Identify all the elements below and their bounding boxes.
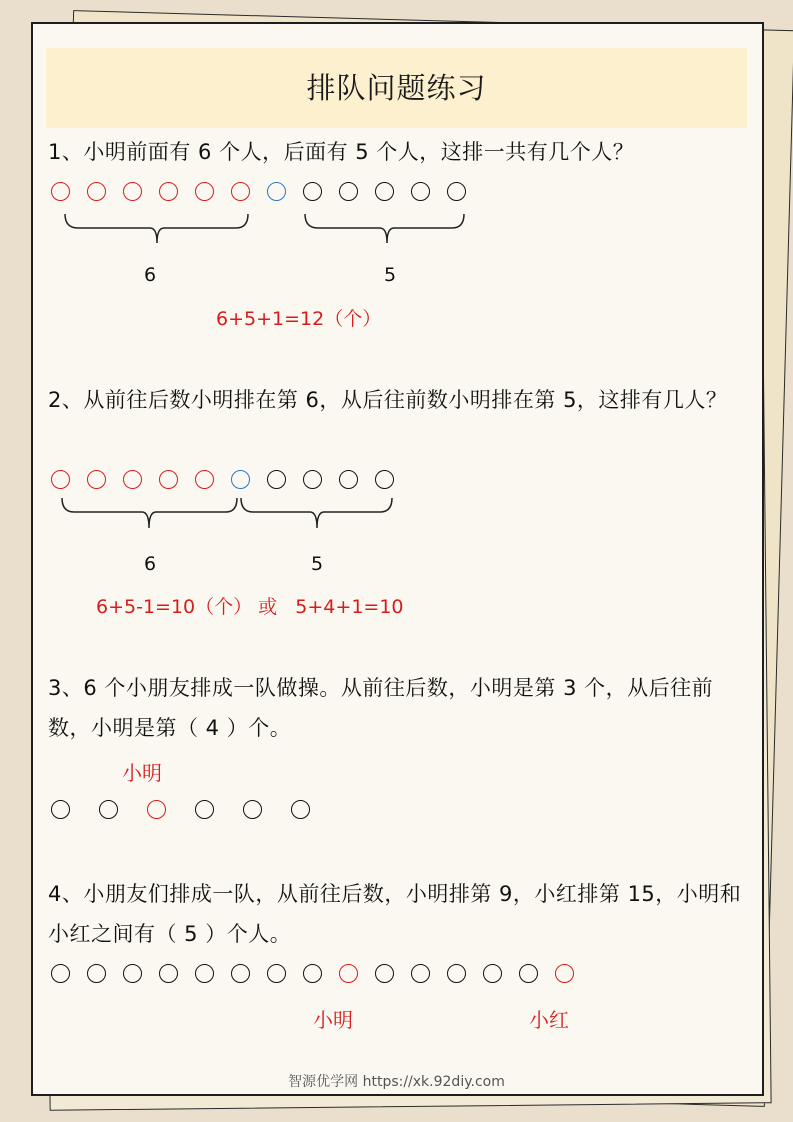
person-circle (291, 800, 310, 819)
person-circle (519, 964, 538, 983)
xiaoming-label: 小明 (313, 1008, 353, 1032)
person-circle (231, 964, 250, 983)
right-count-label: 5 (384, 264, 397, 286)
question-4-text: 4、小朋友们排成一队，从前往后数，小明排第 9，小红排第 15，小明和小红之间有（ 5 ）个人。 (48, 882, 742, 946)
footer-watermark: 智源优学网 https://xk.92diy.com (288, 1074, 505, 1090)
question-1-text: 1、小明前面有 6 个人，后面有 5 个人，这排一共有几个人？ (48, 140, 635, 164)
question-2-answer: 6+5-1=10（个） 或 5+4+1=10 (96, 596, 404, 618)
left-count-label: 6 (144, 553, 157, 575)
xiaohong-circle (555, 964, 574, 983)
xiaohong-label: 小红 (529, 1008, 569, 1032)
person-circle (267, 964, 286, 983)
left-count-label: 6 (144, 264, 157, 286)
person-circle (243, 800, 262, 819)
page-title: 排队问题练习 (306, 71, 487, 105)
person-circle (87, 964, 106, 983)
person-circle (303, 964, 322, 983)
person-circle (195, 800, 214, 819)
person-circle (375, 964, 394, 983)
question-2-text: 2、从前往后数小明排在第 6，从后往前数小明排在第 5，这排有几人？ (48, 388, 728, 412)
person-circle (195, 964, 214, 983)
xiaoming-label: 小明 (122, 761, 162, 785)
question-1-answer: 6+5+1=12（个） (216, 308, 382, 330)
person-circle (447, 964, 466, 983)
xiaoming-circle (147, 800, 166, 819)
question-3-text: 3、6 个小朋友排成一队做操。从前往后数，小明是第 3 个，从后往前数，小明是第（ 4 ）个。 (48, 676, 714, 740)
person-circle (123, 964, 142, 983)
right-count-label: 5 (311, 553, 324, 575)
person-circle (159, 964, 178, 983)
person-circle (411, 964, 430, 983)
xiaoming-circle (339, 964, 358, 983)
person-circle (99, 800, 118, 819)
person-circle (51, 964, 70, 983)
person-circle (51, 800, 70, 819)
person-circle (483, 964, 502, 983)
